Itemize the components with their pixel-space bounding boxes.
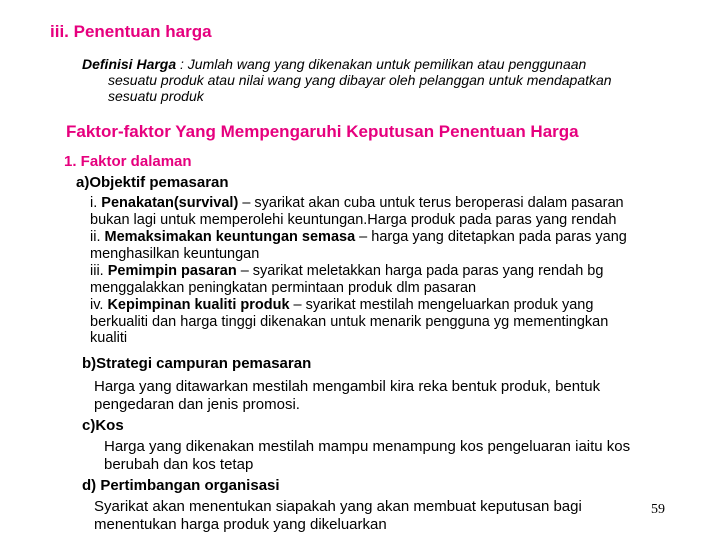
definition-line-3: sesuatu produk [108,88,204,104]
item-quality-leadership: iv. Kepimpinan kualiti produk – syarikat mestilah mengeluarkan produk yang berkualiti dan harga tinggi dikenakan untuk menarik pengguna yg mementingkan kualiti [90,297,609,346]
heading-marketing-mix: b)Strategi campuran pemasaran [82,355,312,372]
page-number: 59 [651,502,665,517]
item-market-leader: iii. Pemimpin pasaran – syarikat meletakkan harga pada paras yang rendah bg menggalakkan peningkatan permintaan produk dlm pasaran [90,263,604,296]
definition-line-2: sesuatu produk atau nilai wang yang dibayar oleh pelanggan untuk mendapatkan [108,72,612,88]
organizational-text: Syarikat akan menentukan siapakah yang akan membuat keputusan bagi menentukan harga produk yang dikeluarkan [94,498,582,533]
definition-line-1: : Jumlah wang yang dikenakan untuk pemilikan atau penggunaan [176,56,587,72]
definition-term: Definisi Harga [82,56,177,72]
item-survival: i. Penakatan(survival) – syarikat akan cuba untuk terus beroperasi dalam pasaran bukan lagi untuk memperolehi keuntungan.Harga produk pada paras yang rendah [90,195,624,228]
costs-text: Harga yang dikenakan mestilah mampu menampung kos pengeluaran iaitu kos berubah dan kos tetap [104,438,631,473]
heading-organizational: d) Pertimbangan organisasi [82,477,280,494]
heading-costs: c)Kos [82,417,124,434]
marketing-mix-text: Harga yang ditawarkan mestilah mengambil kira reka bentuk produk, bentuk pengedaran dan jenis promosi. [94,378,601,413]
section-internal-factors: 1. Faktor dalaman [64,153,192,170]
item-maximize-profit: ii. Memaksimakan keuntungan semasa – harga yang ditetapkan pada paras yang menghasilkan keuntungan [90,229,627,262]
heading-marketing-objectives: a)Objektif pemasaran [76,174,229,191]
slide-title: iii. Penentuan harga [50,22,212,41]
factors-subtitle: Faktor-faktor Yang Mempengaruhi Keputusan Penentuan Harga [66,122,579,141]
